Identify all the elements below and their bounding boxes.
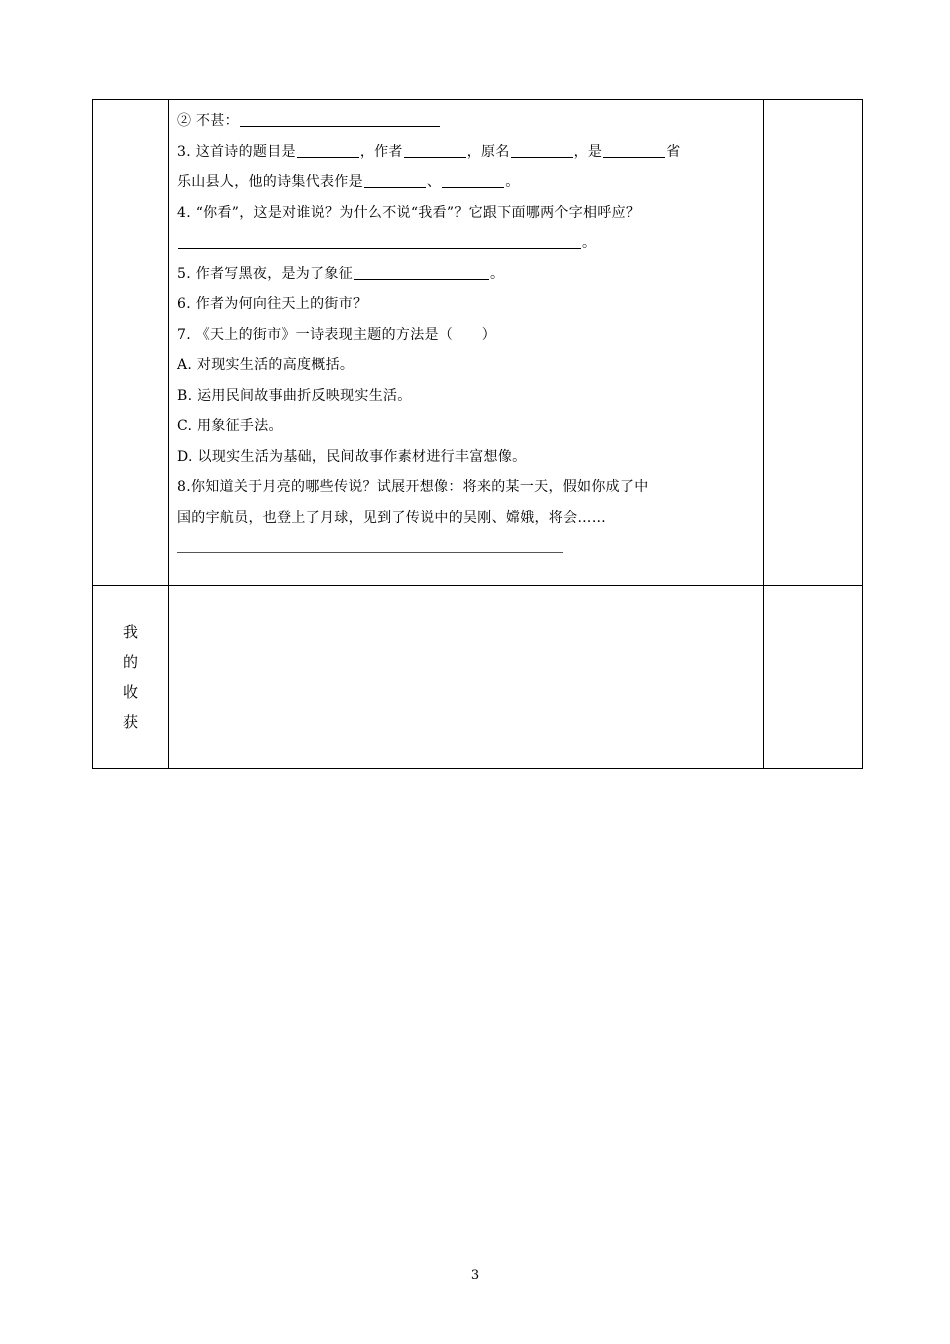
questions-row xyxy=(93,100,863,586)
option-b[interactable]: B. 运用民间故事曲折反映现实生活。 xyxy=(177,387,412,404)
harvest-right-cell xyxy=(764,586,863,769)
q4-answer-blank[interactable] xyxy=(178,234,581,249)
option-d[interactable]: D. 以现实生活为基础，民间故事作素材进行丰富想像。 xyxy=(177,448,527,465)
q6-line: 6. 作者为何向往天上的街市？ xyxy=(177,296,368,312)
harvest-label: 我 的 收 获 xyxy=(122,623,138,731)
q8-answer-blank[interactable] xyxy=(177,551,563,553)
q8-line2: 国的宇航员，也登上了月球，见到了传说中的吴刚、嫦娥，将会…… xyxy=(177,509,606,526)
q4-answer: 。 xyxy=(177,228,763,259)
q8-line1: 8.你知道关于月亮的哪些传说？试展开想像：将来的某一天，假如你成了中 xyxy=(177,479,649,495)
collection-blank-2[interactable] xyxy=(442,173,504,188)
harvest-label-cell xyxy=(93,586,169,769)
q8-answer xyxy=(177,533,763,567)
province-blank[interactable] xyxy=(603,143,665,158)
option-c[interactable]: C. 用象征手法。 xyxy=(177,418,283,434)
q5-blank[interactable] xyxy=(354,265,489,280)
q4-text: 4. “你看”，这是对谁说？为什么不说“我看”？它跟下面哪两个字相呼应？ xyxy=(177,204,641,221)
q3-line2: 乐山县人，他的诗集代表作是 、 。 xyxy=(177,174,520,190)
right-empty-cell xyxy=(764,100,863,586)
questions-cell xyxy=(169,100,764,586)
worksheet-table xyxy=(92,99,863,769)
author-blank[interactable] xyxy=(404,143,466,158)
harvest-row xyxy=(93,586,863,769)
page-number: 3 xyxy=(470,1268,480,1283)
left-empty-cell xyxy=(93,100,169,586)
q7-line: 7. 《天上的街市》一诗表现主题的方法是（ ） xyxy=(177,326,497,343)
q2-item: ② 不甚： xyxy=(177,106,763,137)
q5-line: 5. 作者写黑夜，是为了象征 。 xyxy=(177,265,505,282)
harvest-content-cell[interactable] xyxy=(169,586,764,769)
original-name-blank[interactable] xyxy=(511,143,573,158)
q3-line1: 3. 这首诗的题目是 ，作者 ，原名 ，是 省 xyxy=(177,143,681,160)
title-blank[interactable] xyxy=(297,143,359,158)
q2-blank[interactable] xyxy=(240,112,440,127)
option-a[interactable]: A. 对现实生活的高度概括。 xyxy=(177,357,355,373)
collection-blank-1[interactable] xyxy=(364,173,426,188)
